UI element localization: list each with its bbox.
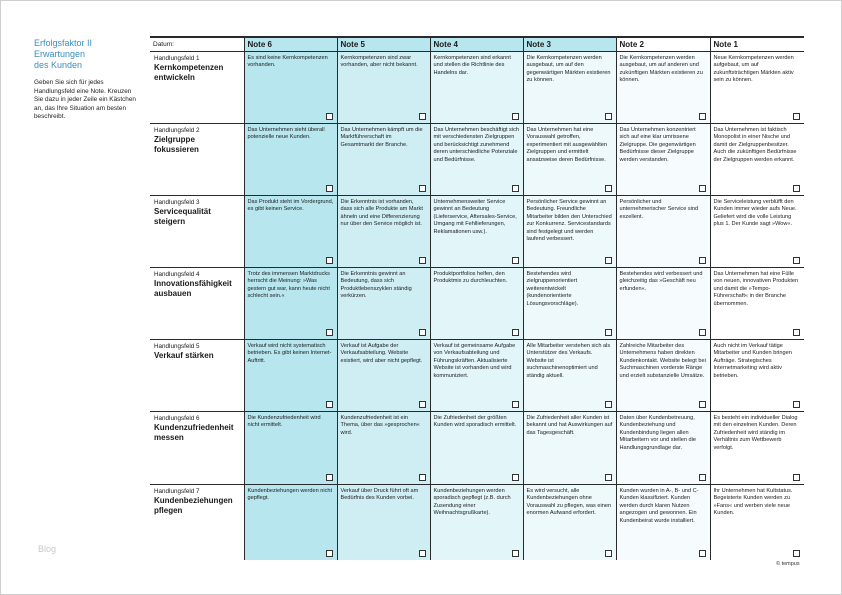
- rating-cell: [244, 340, 337, 412]
- rating-description: Es besteht ein individueller Dialog mit den einzelnen Kunden. Deren Zufriedenheit wird ständig im Verhältnis zum Wettbewerb verfolgt.: [713, 415, 798, 451]
- rating-description: Die Serviceleistung verblüfft den Kunden immer wieder aufs Neue. Geliefert wird die volle Leistung plus 1. Der Kunde sagt »Wow«.: [713, 199, 797, 228]
- handlungsfeld-cell: [150, 485, 244, 560]
- rating-checkbox[interactable]: [699, 185, 706, 192]
- handlungsfeld-title: Kundenzufriedenheit messen: [154, 423, 234, 442]
- rating-checkbox[interactable]: [419, 550, 426, 557]
- rating-description: Persönlicher und unternehmerischer Service sind exzellent.: [619, 199, 699, 220]
- rating-checkbox[interactable]: [793, 329, 800, 336]
- rating-cell: [616, 196, 710, 268]
- rating-description: Die Erkenntnis gewinnt an Bedeutung, dass sich Produktlebenszyklen ständig verkürzen.: [340, 271, 412, 300]
- rating-cell: [523, 52, 616, 124]
- table-row: [150, 340, 804, 412]
- sidebar: [34, 38, 140, 122]
- rating-cell: [710, 196, 804, 268]
- rating-checkbox[interactable]: [419, 185, 426, 192]
- rating-cell: [616, 485, 710, 560]
- rating-checkbox[interactable]: [793, 257, 800, 264]
- rating-cell: [523, 124, 616, 196]
- handlungsfeld-number: Handlungsfeld 1: [154, 55, 200, 62]
- rating-checkbox[interactable]: [326, 185, 333, 192]
- rating-description: Produktportfolios helfen, den Produktmix zu durchleuchten.: [433, 271, 508, 285]
- rating-checkbox[interactable]: [605, 257, 612, 264]
- rating-table: [150, 36, 804, 560]
- rating-cell: [337, 340, 430, 412]
- rating-cell: [430, 124, 523, 196]
- handlungsfeld-cell: [150, 268, 244, 340]
- header-row: [150, 37, 804, 52]
- rating-checkbox[interactable]: [605, 329, 612, 336]
- rating-cell: [430, 412, 523, 485]
- rating-description: Bestehendes wird verbessert und gleichzeitig das »Geschäft neu erfunden«.: [619, 271, 703, 292]
- rating-description: Alle Mitarbeiter verstehen sich als Unterstützer des Verkaufs. Website ist suchmaschinenoptimiert und ständig aktuell.: [526, 343, 611, 379]
- rating-cell: [710, 340, 804, 412]
- sidebar-title-line: Erfolgsfaktor II: [34, 38, 93, 48]
- rating-description: Kundenbeziehungen werden sporadisch gepflegt (z.B. durch Zusendung einer Weihnachtsgrußkarte).: [433, 488, 511, 517]
- rating-checkbox[interactable]: [699, 257, 706, 264]
- watermark: Blog: [38, 544, 57, 554]
- handlungsfeld-title: Servicequalität steigern: [154, 207, 211, 226]
- sidebar-title-line: des Kunden: [34, 60, 83, 70]
- table-row: [150, 485, 804, 560]
- rating-description: Kundenbeziehungen werden nicht gepflegt.: [247, 488, 333, 502]
- handlungsfeld-cell: [150, 340, 244, 412]
- handlungsfeld-title: Kundenbeziehungen pflegen: [154, 496, 233, 515]
- rating-description: Neue Kernkompetenzen werden aufgebaut, um auf zukunftsträchtigen Märkten aktiv sein zu können.: [713, 55, 794, 84]
- rating-description: Kernkompetenzen sind zwar vorhanden, aber nicht bekannt.: [340, 55, 418, 69]
- rating-cell: [337, 268, 430, 340]
- rating-checkbox[interactable]: [419, 401, 426, 408]
- rating-description: Verkauf ist gemeinsame Aufgabe von Verkaufsabteilung und Führungskräften. Aktualisierte Website ist vorhanden und wird kommuniziert.: [433, 343, 516, 379]
- table-row: [150, 124, 804, 196]
- rating-description: Zahlreiche Mitarbeiter des Unternehmens haben direkten Kundenkontakt. Website belegt bei Suchmaschinen vorderste Ränge und erzielt substanzielle Umsätze.: [619, 343, 706, 379]
- note-4-header: Note 4: [430, 37, 523, 52]
- rating-description: Verkauf über Druck führt oft am Bedürfnis des Kunden vorbei.: [340, 488, 419, 502]
- rating-checkbox[interactable]: [699, 113, 706, 120]
- rating-description: Verkauf ist Aufgabe der Verkaufsabteilung. Website existiert, wird aber nicht gepflegt.: [340, 343, 423, 364]
- rating-checkbox[interactable]: [793, 401, 800, 408]
- rating-checkbox[interactable]: [605, 185, 612, 192]
- rating-cell: [244, 268, 337, 340]
- rating-checkbox[interactable]: [512, 474, 519, 481]
- table-row: [150, 412, 804, 485]
- rating-checkbox[interactable]: [326, 474, 333, 481]
- rating-cell: [710, 268, 804, 340]
- rating-checkbox[interactable]: [793, 474, 800, 481]
- rating-description: Die Kernkompetenzen werden ausgebaut, um auf den gegenwärtigen Märkten existieren zu können.: [526, 55, 611, 84]
- rating-cell: [523, 412, 616, 485]
- rating-cell: [616, 412, 710, 485]
- handlungsfeld-number: Handlungsfeld 6: [154, 415, 200, 422]
- handlungsfeld-cell: [150, 52, 244, 124]
- rating-checkbox[interactable]: [419, 113, 426, 120]
- rating-cell: [430, 196, 523, 268]
- rating-cell: [430, 485, 523, 560]
- rating-description: Das Unternehmen hat eine Fülle von neuen, innovativen Produkten und damit die »Tempo-Führerschaft« in der Branche übernommen.: [713, 271, 799, 307]
- handlungsfeld-number: Handlungsfeld 7: [154, 488, 200, 495]
- rating-checkbox[interactable]: [512, 401, 519, 408]
- rating-cell: [616, 268, 710, 340]
- rating-description: Unternehmensweiter Service gewinnt an Bedeutung (Lieferservice, Aftersales-Service, Umgang mit Fehllieferungen, Reklamationen usw.).: [433, 199, 517, 235]
- rating-cell: [337, 196, 430, 268]
- rating-checkbox[interactable]: [326, 329, 333, 336]
- rating-checkbox[interactable]: [699, 401, 706, 408]
- handlungsfeld-number: Handlungsfeld 2: [154, 127, 200, 134]
- rating-description: Es sind keine Kernkompetenzen vorhanden.: [247, 55, 328, 69]
- rating-cell: [710, 412, 804, 485]
- handlungsfeld-cell: [150, 124, 244, 196]
- table-row: [150, 52, 804, 124]
- rating-cell: [430, 340, 523, 412]
- rating-checkbox[interactable]: [326, 113, 333, 120]
- rating-description: Daten über Kundenbetreuung, Kundenbeziehung und Kundenbindung liegen allen Mitarbeitern vor und stellen die Handlungsgrundlage dar.: [619, 415, 696, 451]
- note-6-header: Note 6: [244, 37, 337, 52]
- rating-cell: [244, 412, 337, 485]
- handlungsfeld-title: Kernkompetenzen entwickeln: [154, 63, 224, 82]
- rating-description: Das Unternehmen hat eine Vorauswahl getroffen, experimentiert mit ausgewählten Zielgruppen und ermittelt ansatzweise deren Bedürfnisse.: [526, 127, 608, 163]
- rating-checkbox[interactable]: [699, 474, 706, 481]
- rating-cell: [616, 52, 710, 124]
- rating-cell: [616, 340, 710, 412]
- rating-cell: [244, 124, 337, 196]
- handlungsfeld-cell: [150, 412, 244, 485]
- rating-description: Ihr Unternehmen hat Kultstatus. Begeisterte Kunden werden zu »Fans« und werben viele neue Kunden.: [713, 488, 793, 517]
- rating-cell: [337, 52, 430, 124]
- rating-cell: [244, 196, 337, 268]
- rating-checkbox[interactable]: [512, 550, 519, 557]
- rating-description: Das Unternehmen konzentriert sich auf eine klar umrissene Zielgruppe. Die gegenwärtigen Bedürfnisse dieser Zielgruppe werden verstanden.: [619, 127, 696, 163]
- rating-description: Das Unternehmen beschäftigt sich mit verschiedensten Zielgruppen und berücksichtigt zunehmend deren unterschiedliche Potenziale und Bedürfnisse.: [433, 127, 520, 163]
- handlungsfeld-number: Handlungsfeld 3: [154, 199, 200, 206]
- rating-checkbox[interactable]: [699, 329, 706, 336]
- rating-checkbox[interactable]: [326, 401, 333, 408]
- rating-cell: [244, 485, 337, 560]
- table-row: [150, 268, 804, 340]
- rating-cell: [337, 412, 430, 485]
- rating-cell: [523, 485, 616, 560]
- rating-description: Das Produkt steht im Vordergrund, es gibt keinen Service.: [247, 199, 334, 213]
- rating-description: Persönlicher Service gewinnt an Bedeutung. Freundliche Mitarbeiter bilden den Unterschied zur Konkurrenz. Servicestandards sind festgelegt und werden laufend verbessert.: [526, 199, 612, 243]
- rating-description: Es wird versucht, alle Kundenbeziehungen ohne Vorauswahl zu pflegen, was einen enormen Aufwand erfordert.: [526, 488, 612, 517]
- rating-cell: [430, 268, 523, 340]
- note-1-header: Note 1: [710, 37, 804, 52]
- handlungsfeld-title: Innovationsfähigkeit ausbauen: [154, 279, 232, 298]
- rating-cell: [710, 485, 804, 560]
- rating-description: Das Unternehmen sieht überall potenzielle neue Kunden.: [247, 127, 325, 141]
- rating-cell: [337, 485, 430, 560]
- table-row: [150, 196, 804, 268]
- note-5-header: Note 5: [337, 37, 430, 52]
- rating-description: Kernkompetenzen sind erkannt und stellen die Richtlinie des Handelns dar.: [433, 55, 511, 76]
- rating-description: Kundenzufriedenheit ist ein Thema, über das »gesprochen« wird.: [340, 415, 420, 436]
- rating-checkbox[interactable]: [419, 474, 426, 481]
- handlungsfeld-number: Handlungsfeld 4: [154, 271, 200, 278]
- rating-description: Das Unternehmen ist faktisch Monopolist in einer Nische und damit der Zielgruppenbesitzer. Auch die zukünftigen Bedürfnisse der Zielgruppen werden erkannt.: [713, 127, 797, 163]
- rating-description: Die Kundenzufriedenheit wird nicht ermittelt.: [247, 415, 321, 429]
- rating-checkbox[interactable]: [793, 113, 800, 120]
- rating-cell: [244, 52, 337, 124]
- rating-description: Das Unternehmen kämpft um die Marktführerschaft im Gesamtmarkt der Branche.: [340, 127, 423, 148]
- rating-cell: [523, 196, 616, 268]
- handlungsfeld-cell: [150, 196, 244, 268]
- rating-description: Verkauf wird nicht systematisch betrieben. Es gibt keinen Internet-Auftritt.: [247, 343, 332, 364]
- rating-checkbox[interactable]: [419, 329, 426, 336]
- rating-checkbox[interactable]: [512, 113, 519, 120]
- rating-checkbox[interactable]: [326, 257, 333, 264]
- rating-checkbox[interactable]: [512, 329, 519, 336]
- rating-cell: [523, 268, 616, 340]
- copyright: © tempus: [776, 561, 800, 567]
- datum-label: Datum:: [150, 37, 244, 52]
- rating-checkbox[interactable]: [605, 550, 612, 557]
- rating-checkbox[interactable]: [512, 257, 519, 264]
- rating-cell: [710, 52, 804, 124]
- rating-checkbox[interactable]: [605, 113, 612, 120]
- handlungsfeld-number: Handlungsfeld 5: [154, 343, 200, 350]
- handlungsfeld-title: Zielgruppe fokussieren: [154, 135, 199, 154]
- rating-checkbox[interactable]: [326, 550, 333, 557]
- rating-checkbox[interactable]: [605, 474, 612, 481]
- rating-cell: [430, 52, 523, 124]
- rating-description: Die Erkenntnis ist vorhanden, dass sich alle Produkte am Markt ähneln und eine Differenzierung nur über den Service möglich ist.: [340, 199, 423, 228]
- rating-checkbox[interactable]: [793, 185, 800, 192]
- rating-checkbox[interactable]: [605, 401, 612, 408]
- rating-description: Die Zufriedenheit der größten Kunden wird sporadisch ermittelt.: [433, 415, 517, 429]
- rating-checkbox[interactable]: [419, 257, 426, 264]
- sidebar-title: [34, 38, 140, 71]
- rating-description: Die Kernkompetenzen werden ausgebaut, um auf anderen und zukünftigen Märkten existieren zu können.: [619, 55, 703, 84]
- note-2-header: Note 2: [616, 37, 710, 52]
- rating-checkbox[interactable]: [699, 550, 706, 557]
- handlungsfeld-title: Verkauf stärken: [154, 351, 214, 360]
- note-3-header: Note 3: [523, 37, 616, 52]
- rating-checkbox[interactable]: [512, 185, 519, 192]
- rating-cell: [523, 340, 616, 412]
- rating-description: Die Zufriedenheit aller Kunden ist bekannt und hat Auswirkungen auf das Tagesgeschäft.: [526, 415, 613, 436]
- rating-description: Kunden wurden in A-, B- und C-Kunden klassifiziert. Kunden werden durch klaren Nutzen angezogen und gewonnen. Ein Kundenbeirat wurde installiert.: [619, 488, 699, 524]
- rating-checkbox[interactable]: [793, 550, 800, 557]
- rating-cell: [710, 124, 804, 196]
- sidebar-description: Geben Sie sich für jedes Handlungsfeld eine Note. Kreuzen Sie dazu in jeder Zeile ein Kästchen an, das Ihre Situation am besten beschreibt.: [34, 79, 136, 121]
- rating-description: Trotz des immensen Marktdrucks herrscht die Meinung: »Was gestern gut war, kann heute nicht schlecht sein.«: [247, 271, 330, 300]
- rating-description: Bestehendes wird zielgruppenorientiert weiterentwickelt (kundenorientierte Lösungsvorschläge).: [526, 271, 579, 307]
- sidebar-title-line: Erwartungen: [34, 49, 86, 59]
- rating-description: Auch nicht im Verkauf tätige Mitarbeiter und Kunden bringen Aufträge. Strategisches Internetmarketing wird aktiv betrieben.: [713, 343, 792, 379]
- rating-cell: [616, 124, 710, 196]
- rating-cell: [337, 124, 430, 196]
